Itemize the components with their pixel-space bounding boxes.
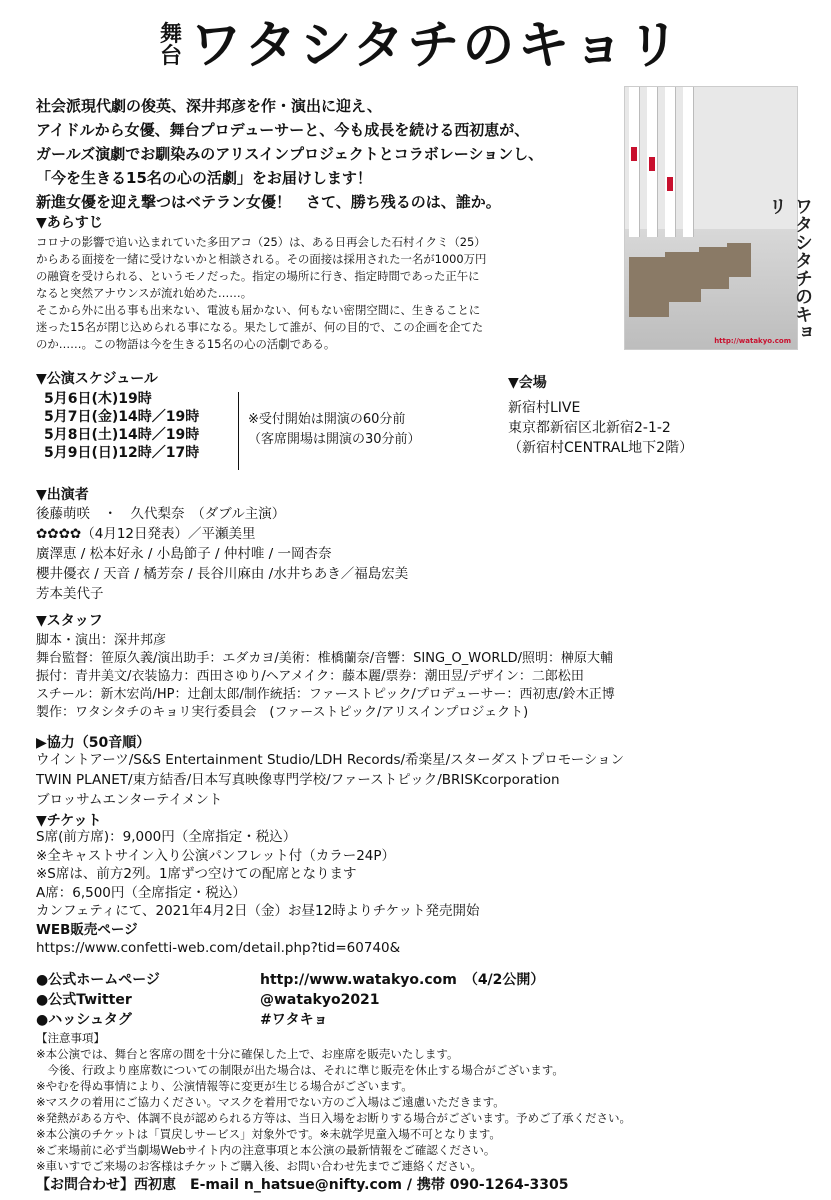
ticket-heading: ▼チケット	[36, 813, 102, 829]
intro-line: ガールズ演劇でお馴染みのアリスインプロジェクトとコラボレーションし、	[36, 145, 544, 163]
synopsis-line: のか……。この物語は今を生きる15名の心の活劇である。	[36, 337, 336, 351]
poster-flag	[631, 147, 637, 161]
note-line: ※本公演では、舞台と客席の間を十分に確保した上で、お座席を販売いたします。	[36, 1047, 459, 1061]
venue-line: （新宿村CENTRAL地下2階）	[508, 440, 694, 456]
note-line: ※やむを得ぬ事情により、公演情報等に変更が生じる場合がございます。	[36, 1079, 413, 1093]
poster-image	[624, 86, 813, 350]
poster-column	[629, 87, 640, 237]
venue-line: 新宿村LIVE	[508, 400, 581, 416]
synopsis-heading: ▼あらすじ	[36, 215, 103, 231]
venue-info	[508, 398, 693, 458]
intro-line: 新進女優を迎え撃つはベテラン女優！ さて、勝ち残るのは、誰か。	[36, 193, 501, 211]
title-prefix-top: 舞	[160, 22, 183, 47]
cast-list	[36, 504, 408, 604]
title-prefix-bottom: 台	[160, 44, 183, 69]
poster-title: ワタシタチのキョリ	[766, 197, 813, 341]
synopsis-text	[36, 234, 596, 353]
notes-section	[36, 1030, 631, 1174]
info-row-homepage	[36, 970, 544, 990]
schedule-date: 5月7日(金)14時／19時	[44, 409, 200, 425]
cast-heading: ▼出演者	[36, 487, 89, 503]
poster-chair	[665, 252, 701, 302]
poster-flag	[649, 157, 655, 171]
intro-line: 社会派現代劇の俊英、深井邦彦を作・演出に迎え、	[36, 97, 382, 115]
schedule-heading: ▼公演スケジュール	[36, 371, 158, 387]
intro-text	[36, 94, 626, 214]
twitter-link[interactable]: @watakyo2021	[260, 992, 380, 1008]
intro-line: アイドルから女優、舞台プロデューサーと、今も成長を続ける西初恵が、	[36, 121, 530, 139]
ticket-info	[36, 828, 479, 958]
poster-flag	[667, 177, 673, 191]
poster-url: http://watakyo.com	[714, 337, 791, 345]
poster-chair	[629, 257, 669, 317]
cooperation-line: TWIN PLANET/東方結香/日本写真映像専門学校/ファーストピック/BRISKcorporation	[36, 772, 560, 788]
ticket-web-link[interactable]: https://www.confetti-web.com/detail.php?tid=60740&	[36, 940, 401, 956]
staff-line: 舞台監督：笹原久義/演出助手：エダカヨ/美術：椎橋蘭奈/音響：SING_O_WORLD/照明：榊原大輔	[36, 651, 614, 666]
synopsis-line: 迷った15名が閉じ込められる事になる。果たして誰が、何の目的で、この企画を企てた	[36, 320, 484, 334]
schedule-note: ※受付開始は開演の60分前	[248, 412, 406, 427]
note-line: ※ご来場前に必ず当劇場Webサイト内の注意事項と本公演の最新情報をご確認ください。	[36, 1143, 496, 1157]
synopsis-line: なると突然アナウンスが流れ始めた……。	[36, 286, 253, 300]
homepage-link[interactable]: http://www.watakyo.com （4/2公開）	[260, 972, 545, 988]
info-row-hashtag	[36, 1010, 544, 1030]
ticket-s-note: ※S席は、前方2列。1席ずつ空けての配席となります	[36, 866, 357, 882]
synopsis-line: からある面接を一緒に受けないかと相談される。その面接は採用された一名が1000万円	[36, 252, 487, 266]
note-line: ※車いすでご来場のお客様はチケットご購入後、お問い合わせ先までご連絡ください。	[36, 1159, 482, 1173]
cooperation-line: ブロッサムエンターテイメント	[36, 792, 223, 808]
schedule-date: 5月6日(木)19時	[44, 391, 152, 407]
cooperation-line: ウイントアーツ/S&S Entertainment Studio/LDH Records/希楽星/スターダストプロモーション	[36, 752, 625, 768]
schedule-dates	[44, 390, 199, 462]
cast-line: 櫻井優衣 / 天音 / 橘芳奈 / 長谷川麻由 /水井ちあき／福島宏美	[36, 566, 409, 582]
staff-list	[36, 632, 615, 722]
synopsis-line: そこから外に出る事も出来ない、電波も届かない、何もない密閉空間に、生きることに	[36, 303, 481, 317]
cast-line: 後藤萌咲 ・ 久代梨奈 （ダブル主演）	[36, 506, 286, 522]
official-info	[36, 970, 544, 1030]
cast-line: ✿✿✿✿（4月12日発表）／平瀬美里	[36, 526, 256, 542]
page-title	[160, 14, 682, 78]
ticket-a-seat: A席：6,500円（全席指定・税込）	[36, 884, 246, 901]
intro-line: 「今を生きる15名の心の活劇」をお届けします！	[36, 169, 372, 187]
note-line: 今後、行政より座席数についての制限が出た場合は、それに準じ販売を休止する場合がございます。	[36, 1063, 564, 1077]
synopsis-line: の融資を受けられる、というモノだった。指定の場所に行き、指定時間であった正午に	[36, 269, 480, 283]
contact-info: 【お問合わせ】西初恵 E-mail n_hatsue@nifty.com / 携帯 090-1264-3305	[36, 1177, 569, 1193]
notes-heading: 【注意事項】	[36, 1031, 105, 1045]
note-line: ※発熱がある方や、体調不良が認められる方等は、当日入場をお断りする場合がございます。予めご了承ください。	[36, 1111, 631, 1125]
schedule-date: 5月8日(土)14時／19時	[44, 427, 200, 443]
cooperation-heading: ▶協力（50音順）	[36, 735, 151, 751]
info-key: ●ハッシュタグ	[36, 1012, 132, 1028]
staff-line: 製作：ワタシタチのキョリ実行委員会 (ファーストピック/アリスインプロジェクト)	[36, 705, 529, 720]
info-key: ●公式Twitter	[36, 992, 132, 1008]
title-main: ワタシタチのキョリ	[190, 16, 683, 76]
ticket-s-seat: S席(前方席)：9,000円（全席指定・税込）	[36, 829, 297, 845]
poster-chair	[699, 247, 729, 289]
staff-line: 振付：青井美文/衣装協力：西田さゆり/ヘアメイク：藤本麗/票券：潮田昱/デザイン：二郎松田	[36, 669, 584, 684]
schedule-date: 5月9日(日)12時／17時	[44, 445, 200, 461]
ticket-s-note: ※全キャストサイン入り公演パンフレット付（カラー24P）	[36, 847, 396, 864]
cast-line: 廣澤恵 / 松本好永 / 小島節子 / 仲村唯 / 一岡杏奈	[36, 546, 332, 562]
staff-line: 脚本・演出：深井邦彦	[36, 633, 167, 648]
cooperation-list	[36, 750, 624, 810]
ticket-sale: カンフェティにて、2021年4月2日（金）お昼12時よりチケット発売開始	[36, 903, 480, 919]
schedule-note: （客席開場は開演の30分前）	[248, 432, 421, 447]
hashtag-value: #ワタキョ	[260, 1012, 328, 1028]
poster-column	[683, 87, 694, 237]
synopsis-line: コロナの影響で追い込まれていた多田アコ（25）は、ある日再会した石村イクミ（25）	[36, 235, 486, 249]
schedule-notes	[248, 410, 421, 450]
note-line: ※マスクの着用にご協力ください。マスクを着用でない方のご入場はご遠慮いただきます。	[36, 1095, 505, 1109]
info-row-twitter	[36, 990, 544, 1010]
venue-line: 東京都新宿区北新宿2-1-2	[508, 420, 671, 436]
note-line: ※本公演のチケットは「買戻しサービス」対象外です。※未就学児童入場不可となります。	[36, 1127, 501, 1141]
ticket-web-label: WEB販売ページ	[36, 921, 138, 938]
schedule-divider	[238, 392, 239, 470]
poster-chair	[727, 243, 751, 277]
poster-column	[665, 87, 676, 237]
staff-line: スチール：新木宏尚/HP：辻創太郎/制作統括：ファーストピック/プロデューサー：西初恵/鈴木正博	[36, 687, 615, 702]
venue-heading: ▼会場	[508, 375, 547, 391]
info-key: ●公式ホームページ	[36, 972, 160, 988]
title-prefix	[160, 24, 182, 68]
cast-line: 芳本美代子	[36, 586, 104, 602]
staff-heading: ▼スタッフ	[36, 613, 103, 629]
